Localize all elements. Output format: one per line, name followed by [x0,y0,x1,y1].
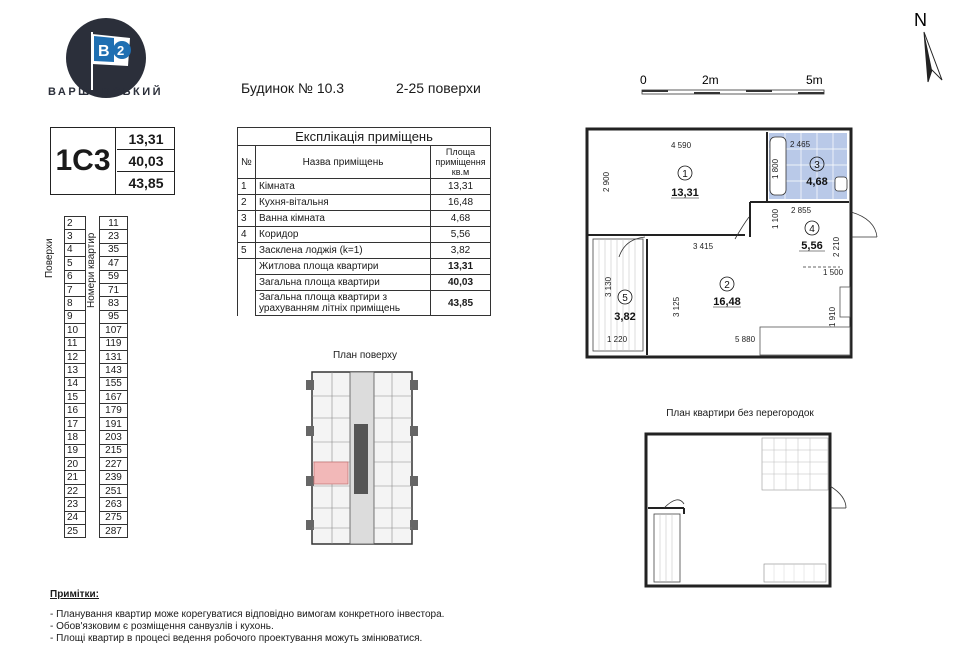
floor-table-spacer [86,297,100,310]
svg-text:2: 2 [117,43,125,58]
floor-row [65,471,128,484]
north-label: N [914,10,927,30]
room-name: Ванна кімната [256,211,431,227]
floor-number: 6 [65,270,86,283]
floor-table-spacer [86,458,100,471]
room-area: 16,48 [431,195,491,211]
floor-table-spacer [86,337,100,350]
floor-row [65,283,128,296]
floor-number: 25 [65,524,86,537]
floor-number: 11 [65,337,86,350]
floor-number: 13 [65,364,86,377]
floor-number: 20 [65,458,86,471]
floor-number: 3 [65,230,86,243]
floor-table-spacer [86,230,100,243]
floor-table-spacer [86,524,100,537]
apartment-number: 83 [100,297,128,310]
floor-number: 18 [65,431,86,444]
apartment-number: 167 [100,391,128,404]
apartment-number: 203 [100,431,128,444]
room-name: Коридор [256,227,431,243]
floor-table-spacer [86,417,100,430]
explication-room-row [238,243,491,259]
col-area-header: Площа приміщення кв.м [431,146,491,179]
room-5-number: 5 [622,293,628,304]
dim-5880: 5 880 [735,335,756,344]
total-area: 13,31 [431,259,491,275]
floor-table-spacer [86,391,100,404]
scale-tick-5m: 5m [806,73,823,87]
floor-row [65,350,128,363]
floor-number: 19 [65,444,86,457]
total-area-with-loggia: 43,85 [128,175,164,191]
apartment-number: 215 [100,444,128,457]
total-area: 43,85 [431,291,491,316]
notes-title: Примітки: [50,589,99,600]
floor-row [65,404,128,417]
apartment-number: 59 [100,270,128,283]
room-2-area: 16,48 [713,296,741,308]
floor-number: 10 [65,324,86,337]
floor-table-spacer [86,404,100,417]
room-3-area: 4,68 [806,176,828,188]
floor-table-grid [64,216,128,538]
dim-1500: 1 500 [823,268,844,277]
total-area: 40,03 [431,275,491,291]
floor-number: 24 [65,511,86,524]
floor-number: 5 [65,257,86,270]
room-4-number: 4 [809,224,815,235]
room-area: 13,31 [431,179,491,195]
dim-3130: 3 130 [604,276,613,297]
room-1-number: 1 [682,169,688,180]
floor-row [65,498,128,511]
floor-row [65,377,128,390]
apartment-number: 263 [100,498,128,511]
apartment-number: 119 [100,337,128,350]
floor-table-spacer [86,471,100,484]
floor-table-spacer [86,431,100,444]
brand-name: ВАРШАВСЬКИЙ [48,86,164,98]
col-no-header: № [238,146,256,179]
apartment-number: 251 [100,484,128,497]
floor-number: 9 [65,310,86,323]
room-1-area: 13,31 [671,187,699,199]
note-2: - Обов'язковим є розміщення санвузлів і кухонь. [50,621,274,632]
floor-row [65,524,128,537]
room-no: 3 [238,211,256,227]
floor-row [65,458,128,471]
dim-1100: 1 100 [771,208,780,229]
dim-1800: 1 800 [771,158,780,179]
apartment-number: 35 [100,243,128,256]
room-area: 3,82 [431,243,491,259]
plan-no-partitions-label: План квартири без перегородок [666,408,814,419]
floor-table-spacer [86,257,100,270]
living-area: 13,31 [117,128,175,150]
floor-table-spacer [86,243,100,256]
total-name: Загальна площа квартири [256,275,431,291]
apartment-number: 143 [100,364,128,377]
apartment-number: 227 [100,458,128,471]
room-area: 5,56 [431,227,491,243]
scale-tick-0: 0 [640,73,647,87]
floor-row [65,257,128,270]
room-2-number: 2 [724,280,730,291]
note-1: - Планування квартир може корегуватися відповідно вимогам конкретного інвестора. [50,609,445,620]
explication-total-row [238,259,491,275]
floor-row [65,364,128,377]
floor-number: 15 [65,391,86,404]
floor-row [65,217,128,230]
apartment-number: 239 [100,471,128,484]
apartment-number: 11 [100,217,128,230]
dim-4590: 4 590 [671,141,692,150]
apartment-summary [50,127,175,195]
explication-total-row [238,275,491,291]
floor-table-spacer [86,377,100,390]
apartment-number: 191 [100,417,128,430]
explication-room-row [238,179,491,195]
room-no: 5 [238,243,256,259]
explication-room-row [238,211,491,227]
floor-row [65,270,128,283]
room-no: 2 [238,195,256,211]
floor-number: 23 [65,498,86,511]
explication-room-row [238,195,491,211]
total-area: 40,03 [117,150,175,172]
scale-tick-2m: 2m [702,73,719,87]
floor-row [65,417,128,430]
room-4-area: 5,56 [801,240,823,252]
floor-row [65,310,128,323]
floor-number: 4 [65,243,86,256]
explication-table [237,127,491,316]
col-name-header: Назва приміщень [256,146,431,179]
north-arrow-icon [910,8,950,88]
note-3: - Площі квартир в процесі ведення робочого проектування можуть змінюватися. [50,633,423,644]
floor-table-spacer [86,270,100,283]
floor-table-spacer [86,310,100,323]
floor-row [65,243,128,256]
apartment-number: 95 [100,310,128,323]
apartment-plan [585,127,885,362]
floor-row [65,230,128,243]
floor-number: 7 [65,283,86,296]
floor-number: 14 [65,377,86,390]
apartment-numbers-label: Номери квартир [86,232,97,308]
apartment-number: 23 [100,230,128,243]
room-name: Засклена лоджія (k=1) [256,243,431,259]
building-number: Будинок № 10.3 [241,80,345,96]
apartment-number: 179 [100,404,128,417]
room-3-number: 3 [814,160,820,171]
floor-number: 21 [65,471,86,484]
floor-table-spacer [86,498,100,511]
dim-3125: 3 125 [672,296,681,317]
explication-title: Експлікація приміщень [238,128,491,146]
floor-row [65,391,128,404]
apartment-number: 107 [100,324,128,337]
floor-table-spacer [86,283,100,296]
floor-row [65,484,128,497]
floor-number: 16 [65,404,86,417]
room-name: Кімната [256,179,431,195]
dim-2855: 2 855 [791,206,812,215]
floor-number: 2 [65,217,86,230]
floor-table-spacer [86,217,100,230]
floor-plan-thumbnail [306,366,418,550]
floor-number: 12 [65,350,86,363]
floor-row [65,511,128,524]
floor-row [65,337,128,350]
room-name: Кухня-вітальня [256,195,431,211]
floor-table-spacer [86,484,100,497]
total-blank-cell [238,291,256,316]
floor-plan-label: План поверху [332,350,398,361]
floor-table-spacer [86,324,100,337]
floor-row [65,324,128,337]
plan-no-partitions [640,430,850,590]
apartment-code: 1С3 [51,128,116,194]
floors-label: Поверхи [44,238,55,278]
floor-table-spacer [86,511,100,524]
room-no: 4 [238,227,256,243]
dim-3415: 3 415 [693,242,714,251]
room-area: 4,68 [431,211,491,227]
total-name: Житлова площа квартири [256,259,431,275]
explication-room-row [238,227,491,243]
svg-text:B: B [98,43,110,60]
room-no: 1 [238,179,256,195]
floor-table-spacer [86,364,100,377]
dim-2900: 2 900 [602,171,611,192]
explication-total-row [238,291,491,316]
floor-table-spacer [86,350,100,363]
floor-range: 2-25 поверхи [396,80,481,96]
apartment-number: 275 [100,511,128,524]
room-5-area: 3,82 [614,311,636,323]
dim-2465: 2 465 [790,140,811,149]
total-name: Загальна площа квартири з урахуванням літніх приміщень [256,291,431,316]
floor-row [65,431,128,444]
floor-table-spacer [86,444,100,457]
floor-number: 17 [65,417,86,430]
total-blank-cell [238,259,256,275]
dim-1910: 1 910 [828,306,837,327]
scale-bar [640,70,830,100]
dim-1220: 1 220 [607,335,628,344]
dim-2210: 2 210 [832,236,841,257]
apartment-number: 287 [100,524,128,537]
apartment-number: 155 [100,377,128,390]
apartment-number: 47 [100,257,128,270]
floor-row [65,297,128,310]
floor-row [65,444,128,457]
floor-number: 8 [65,297,86,310]
total-blank-cell [238,275,256,291]
floor-number: 22 [65,484,86,497]
floor-apartment-table [50,216,130,552]
apartment-number: 131 [100,350,128,363]
apartment-number: 71 [100,283,128,296]
